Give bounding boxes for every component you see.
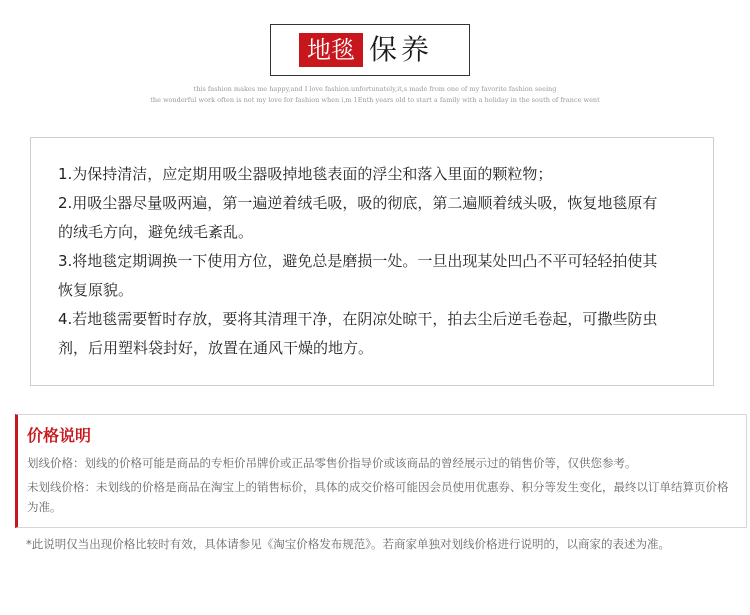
price-footnote: *此说明仅当出现价格比较时有效，具体请参见《淘宝价格发布规范》。若商家单独对划线价格进行说明的，以商家的表述为准。 bbox=[26, 537, 670, 551]
header-title-highlight: 地毯 bbox=[299, 33, 363, 67]
care-line: 3.将地毯定期调换一下使用方位，避免总是磨损一处。一旦出现某处凹凸不平可轻轻拍使其 bbox=[58, 252, 658, 270]
care-instructions-panel bbox=[30, 137, 714, 386]
care-line: 4.若地毯需要暂时存放，要将其清理干净，在阴凉处晾干，拍去尘后逆毛卷起，可撒些防虫 bbox=[58, 310, 658, 328]
price-explanation-title: 价格说明 bbox=[27, 426, 92, 445]
care-line: 的绒毛方向，避免绒毛紊乱。 bbox=[58, 223, 254, 241]
section-header bbox=[270, 24, 470, 76]
care-line: 1.为保持清洁，应定期用吸尘器吸掉地毯表面的浮尘和落入里面的颗粒物； bbox=[58, 165, 553, 183]
strike-price-note: 划线价格：划线的价格可能是商品的专柜价吊牌价或正品零售价指导价或该商品的曾经展示过的销售价等，仅供您参考。 bbox=[27, 456, 637, 470]
care-line: 恢复原貌。 bbox=[58, 281, 134, 299]
tagline-line-2: the wonderful work often is not my love for fashion when i,m 1Enth years old to start a family with a holiday in the south of france went bbox=[150, 96, 600, 104]
price-explanation-panel bbox=[15, 414, 747, 528]
tagline-line-1: this fashion makes me happy,and I love fashion.unfortunately,it,s made from one of my favorite fashion seeing bbox=[193, 85, 557, 93]
nonstrike-price-note: 未划线价格：未划线的价格是商品在淘宝上的销售标价，具体的成交价格可能因会员使用优惠券、积分等发生变化，最终以订单结算页价格为准。 bbox=[27, 480, 729, 514]
care-line: 2.用吸尘器尽量吸两遍，第一遍逆着绒毛吸，吸的彻底，第二遍顺着绒头吸，恢复地毯原有 bbox=[58, 194, 658, 212]
care-line: 剂，后用塑料袋封好，放置在通风干燥的地方。 bbox=[58, 339, 374, 357]
header-title: 保养 bbox=[369, 33, 434, 66]
